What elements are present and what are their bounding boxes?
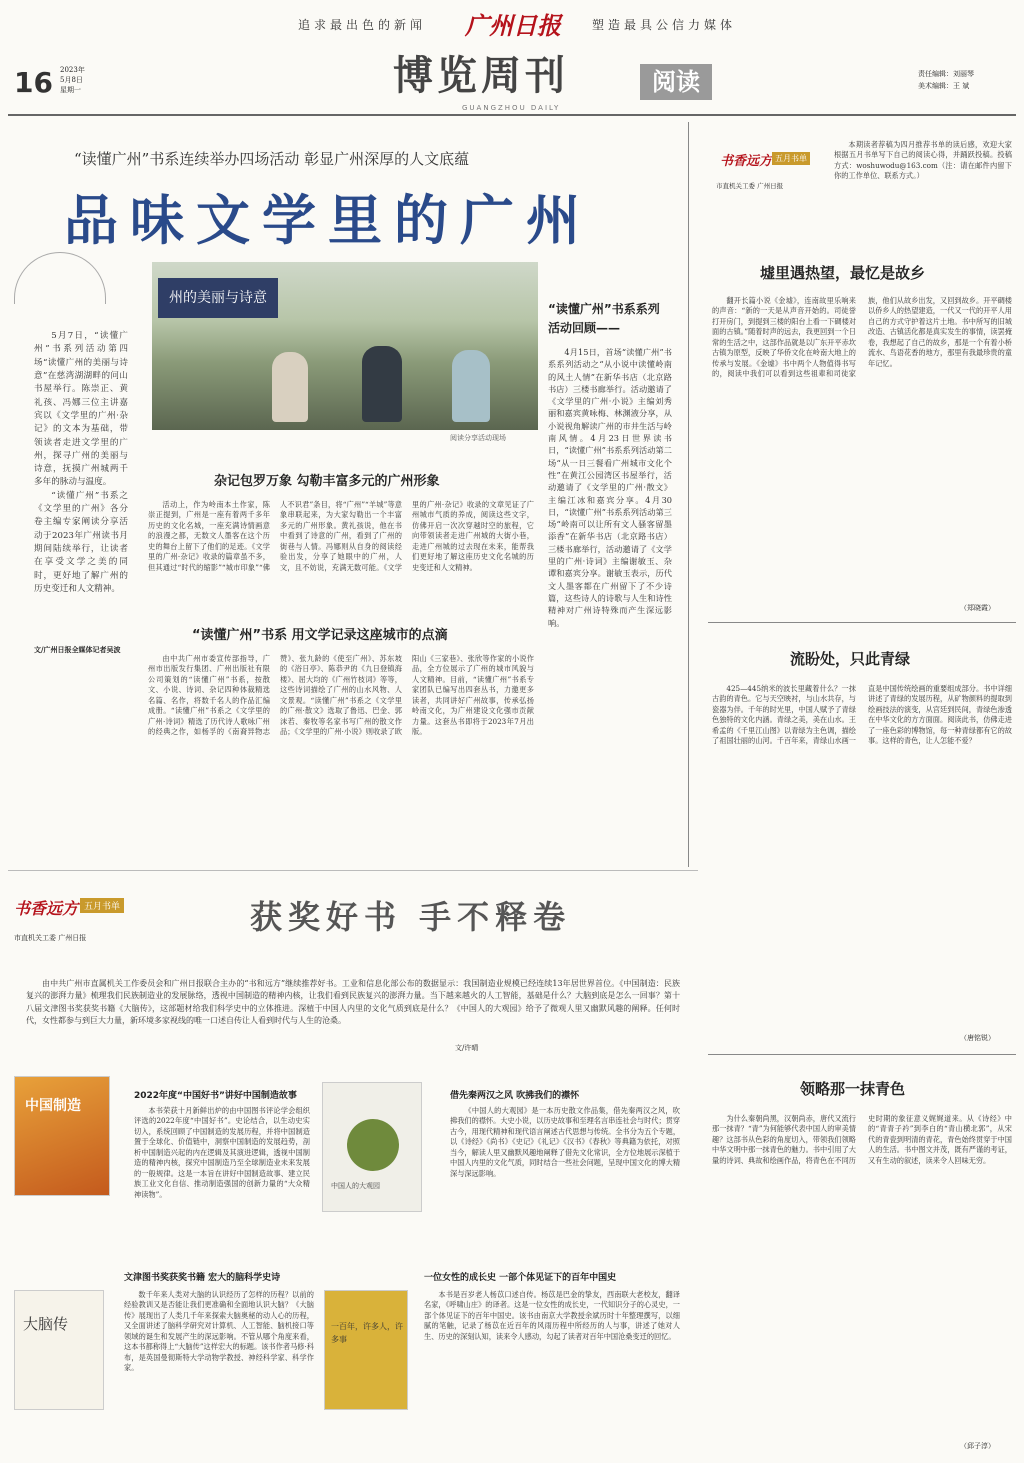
book3-title: 文津图书奖获奖书籍 宏大的脑科学史诗 xyxy=(124,1273,281,1283)
lead-paragraph xyxy=(34,330,128,622)
book3-cover-title: 大脑传 xyxy=(23,1315,69,1333)
badge-org: 市直机关工委 广州日报 xyxy=(716,182,784,190)
main-headline: 品味文学里的广州 xyxy=(64,188,592,252)
book4-title: 一位女性的成长史 一部个体见证下的百年中国史 xyxy=(424,1273,617,1283)
essay3-author: （邱子淳） xyxy=(960,1442,995,1450)
weekday: 星期一 xyxy=(60,86,81,94)
slogan-left: 追求最出色的新闻 xyxy=(298,18,427,32)
lead-text-2: “读懂广州”书系之《文学里的广州》各分卷主编专家阐读分享活动于2023年广州读书月期间陆续举行，让读者在享受文学之美的同时，更好地了解广州的历史变迁和人文精神。 xyxy=(34,490,128,594)
bottom-badge xyxy=(14,890,154,950)
sub1-body: 活动上，作为岭南本土作家，陈崇正提到，广州是一座有着两千多年历史的文化名城，一座充满诗情画意的浪漫之都，无数文人墨客在这个历史的舞台上留下了他们的足迹。《文学里的广州·杂记》收录的篇章虽不多，但其通过“时代的缩影”“城市印象”“佛人不识君”条目，将“广州”“羊城”等意象串联起来，为大家勾勒出一个丰富多元的广州形象。黄礼孩说，他在书中看到了诗意的广州，看到了广州的街巷与人情。冯娜则从自身的阅读经验出发，分享了她眼中的广州，人文，且不妨说，充满无数可能。《文学里的广州·杂记》收录的文章见证了广州城市气质的养成，阅读这些文字，仿佛开启一次次穿越时空的旅程，它向带领读者走进广州城的大街小巷，走进广州城的过去现在未来，能帮我们更好地了解这座历史文化名城的历史变迁和人文精神。 xyxy=(148,500,534,572)
essay1-author: （郑晓霞） xyxy=(960,604,995,612)
bottom-badge-org: 市直机关工委 广州日报 xyxy=(14,934,87,942)
book1-cover-title: 中国制造 xyxy=(25,1098,81,1114)
book-cover-4 xyxy=(324,1290,408,1410)
book-cover-3 xyxy=(14,1290,104,1410)
book1-title: 2022年度“中国好书”讲好中国制造故事 xyxy=(134,1091,297,1101)
book-cover-1 xyxy=(14,1076,110,1196)
right-intro: 本期读者荐稿为四月推荐书单的读后感，欢迎大家根据五月书单写下自己的阅读心得，并踊跃投稿。投稿方式：woshuwodu@163.com（注：请在邮件内留下你的工作单位、联系方式。） xyxy=(834,140,1012,181)
slogan-right: 塑造最具公信力媒体 xyxy=(592,18,737,32)
book4-body: 本书是百岁老人杨苡口述自传。杨苡是巴金的挚友，西南联大老校友，翻译名家，《呼啸山庄》的译者。这是一位女性的成长史，一代知识分子的心灵史，一部个体见证下的百年中国史。该书由南京大学教授余斌历时十年整理撰写，以细腻的笔触，记录了杨苡在近百年的风雨历程中所经历的人与事，讲述了她对人生、历史的深刻认知，读来令人感动，勾起了读者对百年中国沧桑变迁的回忆。 xyxy=(424,1290,680,1341)
book2-body: 《中国人的大观园》是一本历史散文作品集，借先秦两汉之风，吹拂我们的襟怀。大史小说，以历史故事和至理名言串连社会与时代；贯穿古今，用现代精神和现代语言阐述古代思想与传统。全书分为五个专题，以《诗经》《尚书》《史记》《礼记》《汉书》《春秋》等典籍为依托，对照当今，解读人里又幽默风趣地阐释了借先文化常识，全方位地展示深植于中国人内里的文化气质，同时结合一些社会问题，呈现中国文化的博大精深与深远影响。 xyxy=(450,1106,680,1178)
badge-sub: 五月书单 xyxy=(772,152,810,165)
designer: 美术编辑：王 斌 xyxy=(918,82,970,90)
masthead xyxy=(0,0,1024,118)
essay2-author: （唐铭锐） xyxy=(960,1034,995,1042)
right-badge xyxy=(716,148,812,204)
side-body: 4月15日，首场“读懂广州”书系系列活动之“从小说中读懂岭南的风土人情”在新华书店（北京路书店）三楼书廊举行。活动邀请了《文学里的广州·小说》主编刘秀丽和嘉宾黄咏梅、林渊液分享，从小说视角解读广州的市井生活与岭南风情。4月23日世界读书日，“读懂广州”书系系列活动第二场“从一日三餐看广州城市文化个性”在黄江公园湾区书屋举行，活动邀请了《文学里的广州·散文》主编江冰和嘉宾分享。4月30日，“读懂广州”书系系列活动第三场“岭南可以让所有文人骚客留墨添香”在新华书店（北京路书店）三楼书廊举行，活动邀请了《文学里的广州·诗词》主编谢敏玉、杂谭和嘉宾分享。谢敏玉表示，历代文人墨客都在广州留下了不少诗篇，这些诗人的诗歌与人生和诗性精神对广州诗特殊而产生深远影响。 xyxy=(548,347,672,628)
photo-placeholder xyxy=(272,352,308,422)
section-title: 博览周刊 xyxy=(393,52,569,99)
essay1-body: 翻开长篇小说《金墟》，连南故里乐响来的声音：“新的一天是从声音开始的。司徒誉打开房门，到提到三楼的阳台上看一下碉楼对面的古镇。”随着时声的远去，我更回到一个日常的生活之中，这部作品就是以广东开平赤坎古镇为原型，反映了华侨文化在岭南大地上的传承与发展。《金墟》书中两个人物值得书写的，阅读中我们可以看到这些祖辈和司徒家族，他们从故乡出发，又回到故乡。开平碉楼以侨乡人的热望建造，一代又一代的开平人用自己的方式守护着这片土地。书中所写的旧城改造、古镇活化都是真实发生的事情，读罢掩卷，我想起了自己的故乡，那是一个有着小桥流水、鸟语花香的地方，那里有我最珍贵的童年记忆。 xyxy=(712,296,1012,379)
bottom-byline: 文/许晴 xyxy=(455,1044,479,1052)
subhead-1: 杂记包罗万象 勾勒丰富多元的广州形象 xyxy=(214,474,440,489)
sub2-body: 由中共广州市委宣传部指导，广州市出版发行集团、广州出版社有限公司策划的“读懂广州”书系，按散文、小说、诗词、杂记四种体裁精选名篇、名作，将数千名人的作品汇编成册。“读懂广州”书系之《文学里的广州·诗词》精选了历代诗人歌咏广州的经典之作，如杨孚的《南裔异物志赞》、张九龄的《使至广州》、苏东坡的《浴日亭》、陈恭尹的《九日登镇海楼》、屈大均的《广州竹枝词》等等，这些诗词描绘了广州的山水风物、人文景观。“读懂广州”书系之《文学里的广州·散文》选取了鲁迅、巴金、郭沫若、秦牧等名家书写广州的散文作品；《文学里的广州·小说》则收录了欧阳山《三家巷》、张欣等作家的小说作品，全方位展示了广州的城市风貌与人文精神。目前，“读懂广州”书系专家团队已编写出四套丛书，力邀更多读者，共同讲好广州故事，传承弘扬岭南文化，为广州建设文化强市贡献力量。这套丛书即将于2023年7月出版。 xyxy=(148,654,534,737)
bottom-intro: 由中共广州市直属机关工作委员会和广州日报联合主办的“书和远方”继续推荐好书。工业和信息化部公布的数据显示：我国制造业规模已经连续13年居世界首位。《中国制造：民族复兴的澎湃力量》梳理我们民族制造业的发展脉络，透视中国制造的精神内核，让我们看到民族复兴的澎湃力量。当下越来越火的人工智能，基础是什么？大脑到底是怎么一回事？第十八届文津图书奖获奖书籍《大脑传》，这部题材给我们科学史中的立体推进。深植于中国人内里的文化气质到底是什么？《中国人的大观园》给予了微观人里又幽默风趣的阐释。任何时代，女性都参与到巨大力量，新环境多家视线的唯一口述自传让人看到时代与人生的沧桑。 xyxy=(26,979,680,1026)
byline: 文/广州日报全媒体记者吴波 xyxy=(34,645,121,654)
paper-logo: 广州日报 xyxy=(465,11,561,40)
book-badge-icon: 书香远方 xyxy=(720,154,773,169)
essay2-body: 425—445纳米的波长里藏着什么？一抹古韵的青色。它与天空映衬，与山水共存，与瓷器为伴。千年的时光里，中国人赋予了青绿色独特的文化内涵。青绿之美，美在山水。王希孟的《千里江山图》以青绿为主色调，描绘了祖国壮丽的山河。千百年来，青绿山水画一直是中国传统绘画的重要组成部分。书中详细讲述了青绿的发展历程，从矿物颜料的提取到绘画技法的演变，从宫廷到民间，青绿色渗透在中华文化的方方面面。阅读此书，仿佛走进了一座色彩的博物馆，每一种青绿都有它的故事。这样的青色，让人怎能不爱？ xyxy=(712,684,1012,746)
book4-cover-title: 一百年，许多人，许多事 xyxy=(331,1322,403,1344)
essay2-title: 流盼处，只此青绿 xyxy=(790,650,911,668)
side-title: “读懂广州”书系系列活动回顾—— xyxy=(548,302,660,336)
main-kicker: “读懂广州”书系连续举办四场活动 彰显广州深厚的人文底蕴 xyxy=(74,150,470,168)
photo-caption: 阅读分享活动现场 xyxy=(450,434,506,442)
book2-title: 借先秦两汉之风 吹拂我们的襟怀 xyxy=(450,1091,580,1101)
date-md: 5月8日 xyxy=(60,76,83,84)
photo-banner: 州的美丽与诗意 xyxy=(158,278,278,318)
event-photo xyxy=(152,262,538,430)
lead-text: 5月7日，“读懂广州”书系列活动第四场“读懂广州的美丽与诗意”在慈湾湖湖畔的问山书屋举行。陈崇正、黄礼孩、冯娜三位主讲嘉宾以《文学里的广州·杂记》的文本为基础，带领读者走进文学里的广州，探寻广州的美丽与诗意，抚摸广州城两千多年的脉动与温度。 xyxy=(34,331,128,488)
book3-body: 数千年来人类对大脑的认识经历了怎样的历程？以前的经验教训又是否能让我们更准确和全面地认识大脑？《大脑传》展现出了人类几千年来探索大脑奥秘的动人心的历程，又全面讲述了脑科学研究对计算机、人工智能、脑机接口等领域的诞生和发展产生的深远影响。不管从哪个角度来看，这本书都称得上“大脑传”这样宏大的标题。该书作者马修·科布，是英国曼彻斯特大学动物学教授、神经科学家、科学作家。 xyxy=(124,1290,314,1373)
subhead-2: “读懂广州”书系 用文学记录这座城市的点滴 xyxy=(192,628,448,643)
page-number: 16 xyxy=(14,66,53,99)
date-year: 2023年 xyxy=(60,66,85,74)
bottom-headline: 获奖好书 手不释卷 xyxy=(250,898,572,936)
essay3-title: 领略那一抹青色 xyxy=(800,1080,906,1098)
book1-body: 本书荣获十月新鲜出炉的由中国图书评论学会组织评选的2022年度“中国好书”。史论结合，以生动史实切入，系统回顾了中国制造的发展历程，并将中国制造置于全球化、价值链中，洞察中国制造的发展趋势，剖析中国制造兴起的内在逻辑及其演进逻辑，透视中国制造的精神内核，探究中国制造乃至全球制造业未来发展的一般规律。这是一本旨在讲好中国制造故事、建立民族工业文化自信、推动制造强国的创新力量的“大众精神读物”。 xyxy=(134,1106,310,1199)
book-cover-2 xyxy=(322,1082,422,1212)
essay1-title: 墟里遇热望，最忆是故乡 xyxy=(760,264,926,282)
decorative-arch xyxy=(14,252,106,304)
bottom-badge-sub: 五月书单 xyxy=(80,898,124,913)
editor: 责任编辑：刘丽琴 xyxy=(918,70,974,78)
bottom-badge-title: 书香远方 xyxy=(14,899,79,918)
paper-pinyin: GUANGZHOU DAILY xyxy=(462,104,561,112)
section-tag: 阅读 xyxy=(640,64,712,100)
book2-cover-title: 中国人的大观园 xyxy=(331,1182,380,1190)
essay3-body: 为什么秦朝尚黑，汉朝尚赤，唐代又流行那一抹青？“青”为何能够代表中国人的审美情趣？这部书从色彩的角度切入，带领我们领略中华文明中那一抹青色的魅力。书中引用了大量的诗词、典故和绘画作品，将青色在不同历史时期的象征意义娓娓道来。从《诗经》中的“青青子衿”到李白的“青山横北郭”，从宋代的青瓷到明清的青花，青色始终贯穿于中国人的生活。书中图文并茂，既有严谨的考证，又有生动的叙述，读来令人回味无穷。 xyxy=(712,1114,1012,1165)
